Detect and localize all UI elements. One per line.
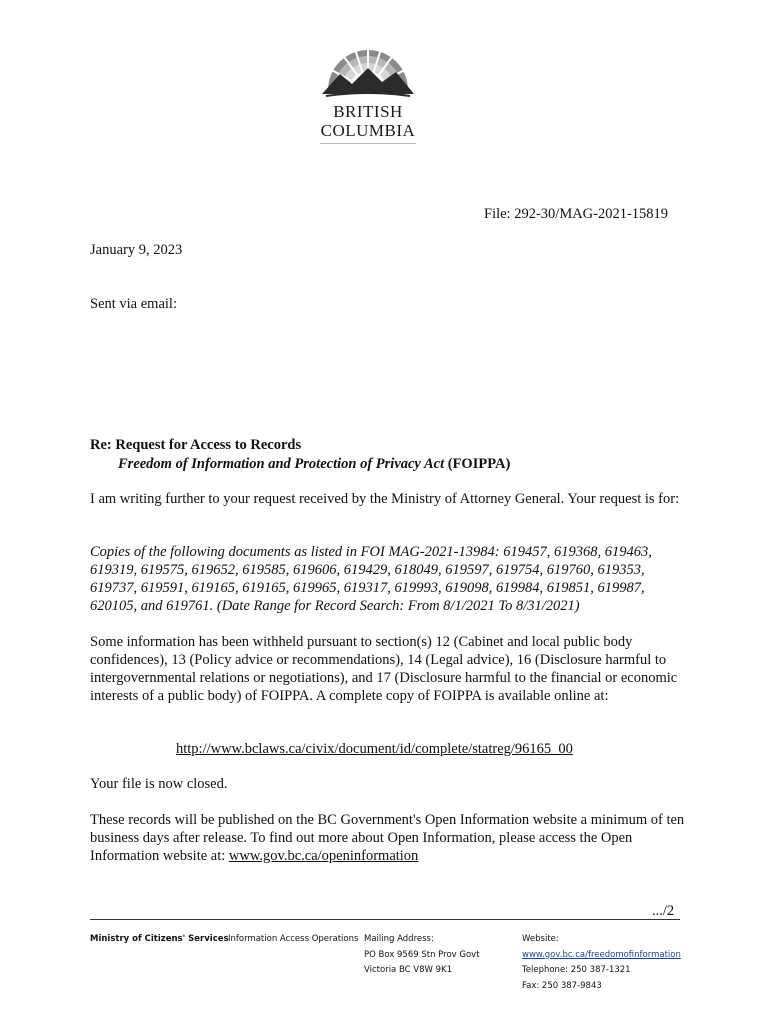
withheld-paragraph: Some information has been withheld pursuant to section(s) 12 (Cabinet and local public body confidences), 13 (Policy advice or recommendations), 14 (Legal advice), 16 (Disclosure harmful to intergovernmental relations or negotiations), and 17 (Disclosure harmful to the financial or economic interests of a public body) of FOIPPA. A complete copy of FOIPPA is available online at:: [90, 634, 678, 704]
footer-divider: [90, 919, 680, 920]
open-info-text: These records will be published on the BC Government's Open Information website a minimum of ten business days after release. To find out more about Open Information, please access the Open Information website at:: [90, 812, 685, 864]
subject-act: [118, 455, 510, 473]
website-link[interactable]: www.gov.bc.ca/freedomofinformation: [522, 949, 681, 960]
sent-via: Sent via email:: [90, 296, 177, 312]
mailing-line1: PO Box 9569 Stn Prov Govt: [364, 949, 480, 960]
act-abbrev: (FOIPPA): [447, 456, 511, 472]
logo-divider: [320, 143, 416, 144]
intro-paragraph: I am writing further to your request received by the Ministry of Attorney General. Your request is for:: [90, 491, 680, 507]
footer-ministry: Ministry of Citizens' Services: [90, 934, 229, 944]
open-info-link[interactable]: www.gov.bc.ca/openinformation: [228, 848, 419, 864]
file-reference: File: 292-30/MAG-2021-15819: [484, 206, 669, 222]
request-text: Copies of the following documents as listed in FOI MAG-2021-13984: 619457, 619368, 619463, 619319, 619575, 619652, 619585, 619606, 619429, 618049, 619597, 619754, 619760, 619353, 619737, 619591, 619165, 619165, 619965, 619317, 619993, 619098, 619984, 619851, 619987, 620105, and 619761. (Date Range for Record Search: From 8/1/2021 To 8/31/2021): [90, 544, 652, 614]
mailing-line2: Victoria BC V8W 9K1: [364, 965, 453, 975]
website-label: Website:: [522, 934, 559, 944]
logo-text-british: BRITISH: [333, 102, 403, 121]
footer-branch: Information Access Operations: [228, 934, 359, 944]
page-continue: .../2: [652, 903, 675, 919]
mailing-label: Mailing Address:: [364, 934, 434, 944]
letter-date: January 9, 2023: [90, 242, 183, 258]
footer-mailing: [364, 932, 480, 979]
bc-logo: [312, 44, 424, 150]
file-closed-text: Your file is now closed.: [90, 776, 228, 792]
open-info-paragraph: [90, 811, 690, 865]
sunburst-mountains-icon: [312, 44, 424, 102]
footer-website: [522, 932, 681, 994]
footer-telephone: Telephone: 250 387-1321: [522, 965, 631, 975]
footer-fax: Fax: 250 387-9843: [522, 980, 602, 991]
logo-text-columbia: COLUMBIA: [320, 121, 416, 140]
act-name: Freedom of Information and Protection of Privacy Act: [118, 456, 445, 472]
subject-line: Re: Request for Access to Records: [90, 437, 302, 453]
foippa-link[interactable]: http://www.bclaws.ca/civix/document/id/complete/statreg/96165_00: [176, 741, 573, 757]
